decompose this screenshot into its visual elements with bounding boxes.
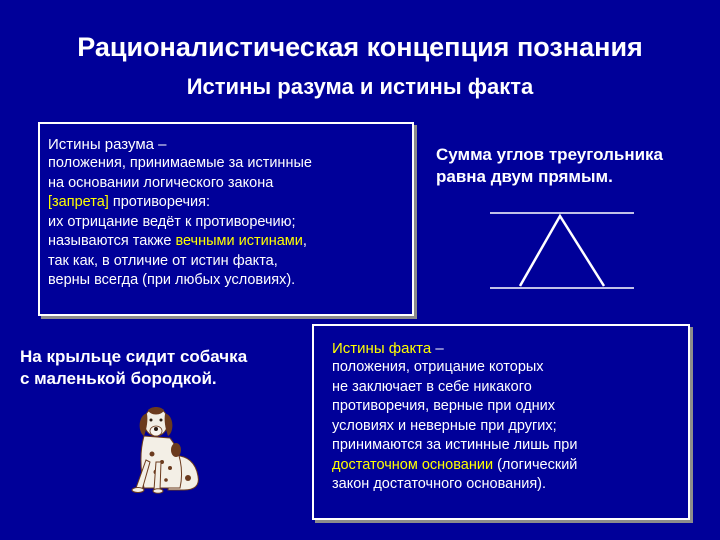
fact-truths-heading [332,340,680,358]
dog-example-text [20,346,300,390]
reason-line-4: их отрицание ведёт к противоречию; [48,213,296,230]
reason-truths-box [38,122,414,316]
triangle-shape [520,216,604,286]
fact-line-1: положения, отрицание которых [332,359,544,375]
fact-line-4: условиях и неверные при других; [332,417,557,434]
reason-line-3 [48,193,404,213]
reason-line-3-rest: противоречия: [108,194,211,210]
fact-line-5: принимаются за истинные лишь при [332,437,578,453]
reason-line-2: на основании логического закона [48,174,274,191]
reason-line-5 [48,232,404,252]
slide-subtitle: Истины разума и истины факта [186,74,534,99]
fact-truths-text [332,358,680,495]
fact-line-6-rest: (логический [493,456,578,473]
triangle-example-line-1: Сумма углов треугольника [436,145,664,164]
fact-line-3: противоречия, верные при одних [332,398,556,414]
fact-highlight-sufficient-reason: достаточном основании [332,456,494,473]
dog-illustration [110,398,220,494]
triangle-example-line-2: равна двум прямым. [436,167,613,186]
reason-truths-heading: Истины разума – [48,136,167,153]
dog-example-line-2: с маленькой бородкой. [20,369,217,388]
triangle-example-text [436,144,716,188]
fact-line-7: закон достаточного основания). [332,476,547,492]
triangle-illustration [488,204,638,290]
fact-highlight-heading: Истины факта [332,340,432,357]
reason-line-6: так как, в отличие от истин факта, [48,252,278,269]
reason-line-1: положения, принимаемые за истинные [48,155,312,171]
slide-title: Рационалистическая концепция познания [77,32,643,62]
fact-line-2: не заключает в себе никакого [332,378,532,395]
fact-truths-box [312,324,690,520]
reason-highlight-eternal-truths: вечными истинами [175,233,303,249]
reason-highlight-prohibition: [запрета] [48,194,109,210]
reason-truths-text [48,154,404,291]
dog-example-line-1: На крыльце сидит собачка [20,347,248,366]
reason-line-5-end: , [302,233,307,249]
fact-line-6 [332,456,680,476]
reason-line-5-start: называются также [48,233,176,249]
reason-line-7: верны всегда (при любых условиях). [48,272,296,288]
fact-heading-rest: – [431,340,444,357]
